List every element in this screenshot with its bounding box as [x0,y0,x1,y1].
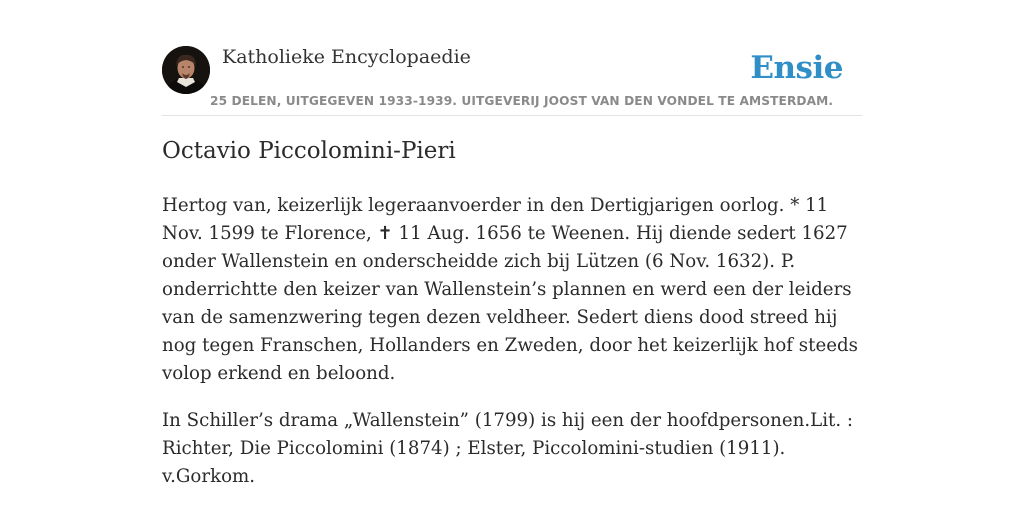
header-divider [162,115,862,116]
source-title[interactable]: Katholieke Encyclopaedie [222,46,471,68]
brand-logo[interactable]: Ensie [750,50,843,86]
portrait-icon [162,46,210,94]
article-paragraph: Hertog van, keizerlijk legeraanvoerder in den Dertigjarigen oorlog. * 11 Nov. 1599 te Florence, ✝ 11 Aug. 1656 te Weenen. Hij diende sedert 1627 onder Wallenstein en onderscheidde zich bij Lützen (6 Nov. 1632). P. onderrichtte den keizer van Wallenstein’s plannen en werd een der leiders van de samenzwering tegen dezen veldheer. Sedert diens dood streed hij nog tegen Franschen, Hollanders en Zweden, door het keizerlijk hof steeds volop erkend en beloond. [162,195,858,384]
source-avatar [162,46,210,94]
article-body [162,192,867,482]
article-paragraph: In Schiller’s drama „Wallenstein” (1799) is hij een der hoofdpersonen.Lit. : Richter, Die Piccolomini (1874) ; Elster, Piccolomini-studien (1911). [162,410,854,459]
article-author: v.Gorkom. [162,466,256,487]
article-title: Octavio Piccolomini-Pieri [162,138,456,164]
source-meta: 25 DELEN, UITGEGEVEN 1933-1939. UITGEVERIJ JOOST VAN DEN VONDEL TE AMSTERDAM. [210,94,834,108]
